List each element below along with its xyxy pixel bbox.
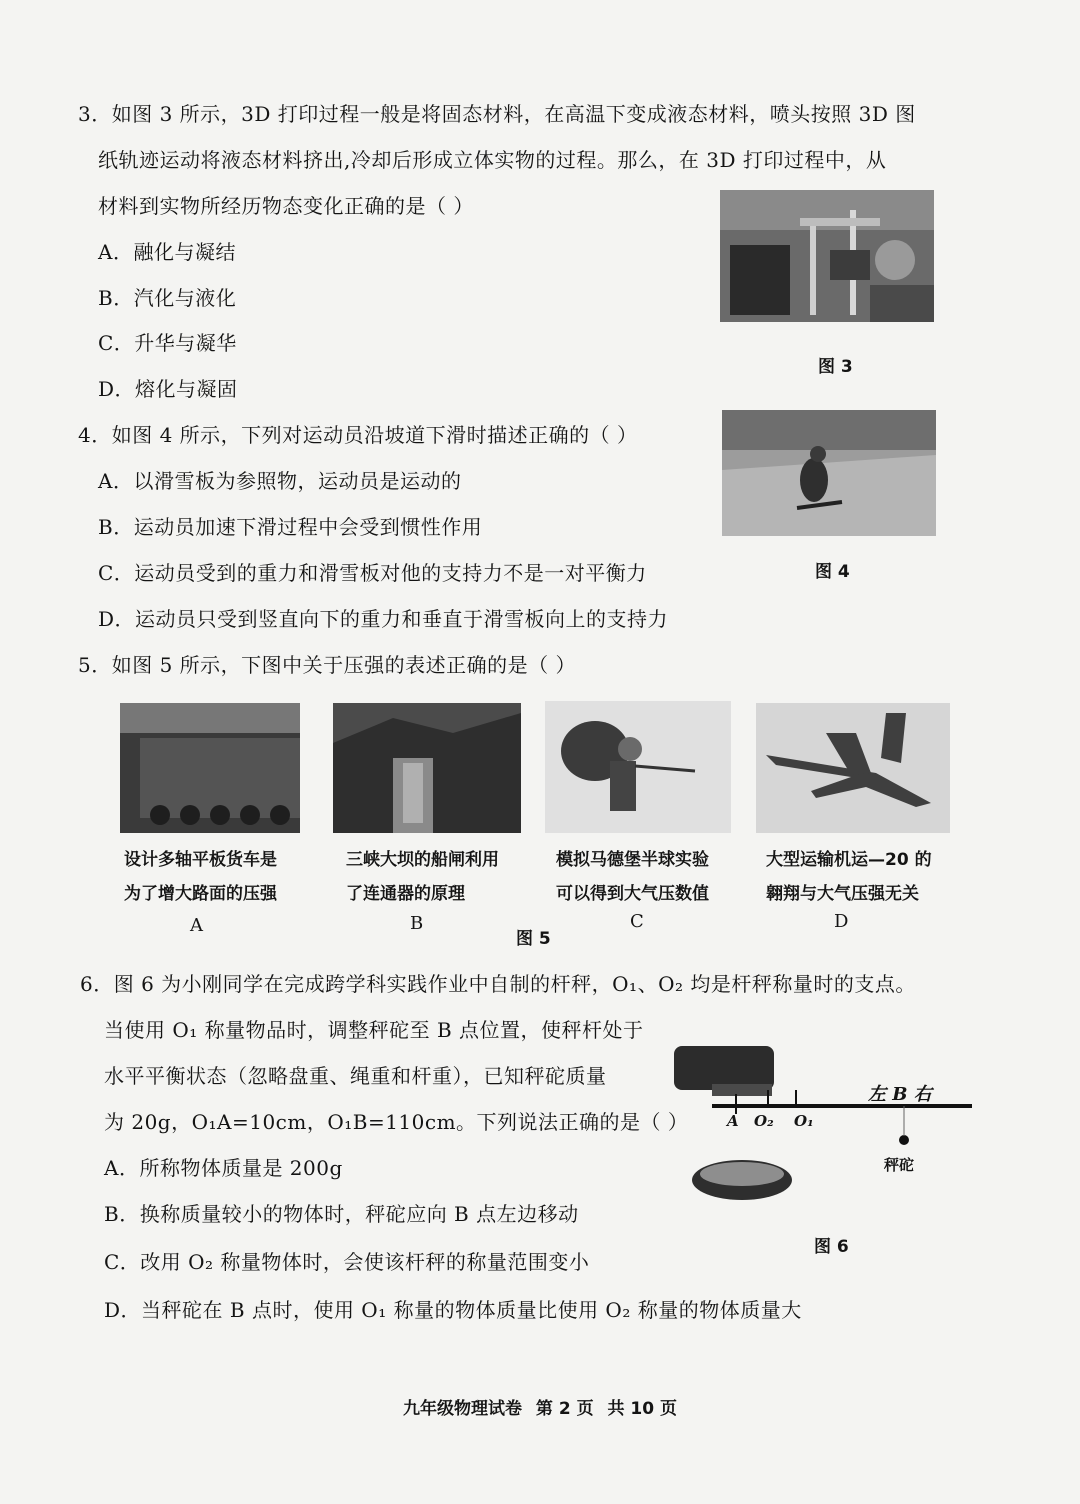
q5-stem: 5．如图 5 所示，下图中关于压强的表述正确的是（ ）	[78, 653, 577, 677]
figure-5d-letter: D	[834, 911, 849, 932]
figure-3-label: 图 3	[818, 357, 853, 377]
q4-option-d: D．运动员只受到竖直向下的重力和垂直于滑雪板向上的支持力	[98, 607, 669, 631]
figure-5d-caption-line2: 翱翔与大气压强无关	[766, 884, 919, 904]
figure-6-label-weight: 秤砣	[884, 1156, 915, 1174]
figure-5-label: 图 5	[516, 929, 551, 949]
footer-page: 第 2 页	[535, 1399, 594, 1419]
figure-5a-truck-photo	[120, 703, 300, 833]
q4-option-c: C．运动员受到的重力和滑雪板对他的支持力不是一对平衡力	[98, 561, 647, 585]
q3-stem-line1: 3．如图 3 所示，3D 打印过程一般是将固态材料，在高温下变成液态材料，喷头按照 3D 图	[78, 102, 916, 126]
figure-5b-caption-line1: 三峡大坝的船闸利用	[346, 850, 499, 870]
q3-stem-line2: 纸轨迹运动将液态材料挤出,冷却后形成立体实物的过程。那么，在 3D 打印过程中，从	[98, 148, 887, 172]
q6-option-c: C．改用 O₂ 称量物体时，会使该杆秤的称量范围变小	[104, 1250, 590, 1274]
q4-stem: 4．如图 4 所示，下列对运动员沿坡道下滑时描述正确的（ ）	[78, 423, 638, 447]
figure-6-label-o1: O₁	[794, 1112, 814, 1130]
figure-5b-dam-photo	[333, 703, 521, 833]
figure-5a-caption-line1: 设计多轴平板货车是	[124, 850, 277, 870]
figure-3-printer-photo	[720, 190, 934, 322]
figure-6-label-a: A	[727, 1112, 739, 1130]
figure-5d-aircraft-photo	[756, 703, 950, 833]
q3-option-c: C．升华与凝华	[98, 331, 237, 355]
figure-6-label: 图 6	[814, 1237, 849, 1257]
footer-title: 九年级物理试卷	[402, 1399, 522, 1419]
figure-5b-letter: B	[410, 913, 424, 934]
q6-stem-line2: 当使用 O₁ 称量物品时，调整秤砣至 B 点位置，使秤杆处于	[104, 1018, 644, 1042]
figure-4-skier-photo	[722, 410, 936, 536]
q6-stem-line4: 为 20g，O₁A=10cm，O₁B=110cm。下列说法正确的是（ ）	[104, 1110, 689, 1134]
figure-4-label: 图 4	[815, 562, 850, 582]
figure-5b-caption-line2: 了连通器的原理	[346, 884, 465, 904]
q4-option-a: A．以滑雪板为参照物，运动员是运动的	[98, 469, 462, 493]
page-footer	[0, 1394, 1080, 1419]
q3-option-a: A．融化与凝结	[98, 240, 236, 264]
q6-option-d: D．当秤砣在 B 点时，使用 O₁ 称量的物体质量比使用 O₂ 称量的物体质量大	[104, 1298, 802, 1322]
q6-stem-line3: 水平平衡状态（忽略盘重、绳重和杆重），已知秤砣质量	[104, 1064, 607, 1088]
figure-5c-letter: C	[630, 911, 644, 932]
figure-5a-caption-line2: 为了增大路面的压强	[124, 884, 277, 904]
footer-total: 共 10 页	[607, 1399, 677, 1419]
figure-6-label-o2: O₂	[754, 1112, 774, 1130]
q6-option-a: A．所称物体质量是 200g	[104, 1156, 343, 1180]
figure-5a-letter: A	[190, 915, 203, 936]
q3-option-d: D．熔化与凝固	[98, 377, 238, 401]
figure-5d-caption-line1: 大型运输机运—20 的	[766, 850, 932, 870]
figure-5c-caption-line2: 可以得到大气压数值	[556, 884, 709, 904]
figure-6-label-direction: 左 B 右	[868, 1084, 932, 1105]
q6-stem-line1: 6．图 6 为小刚同学在完成跨学科实践作业中自制的杆秤，O₁、O₂ 均是杆秤称量时的支点。	[80, 972, 916, 996]
figure-5c-hemisphere-photo	[545, 701, 731, 833]
q6-option-b: B．换称质量较小的物体时，秤砣应向 B 点左边移动	[104, 1202, 579, 1226]
q4-option-b: B．运动员加速下滑过程中会受到惯性作用	[98, 515, 483, 539]
q3-option-b: B．汽化与液化	[98, 286, 237, 310]
figure-5c-caption-line1: 模拟马德堡半球实验	[556, 850, 709, 870]
q3-stem-line3: 材料到实物所经历物态变化正确的是（ ）	[98, 194, 474, 218]
figure-6-steelyard-diagram	[672, 1044, 976, 1214]
